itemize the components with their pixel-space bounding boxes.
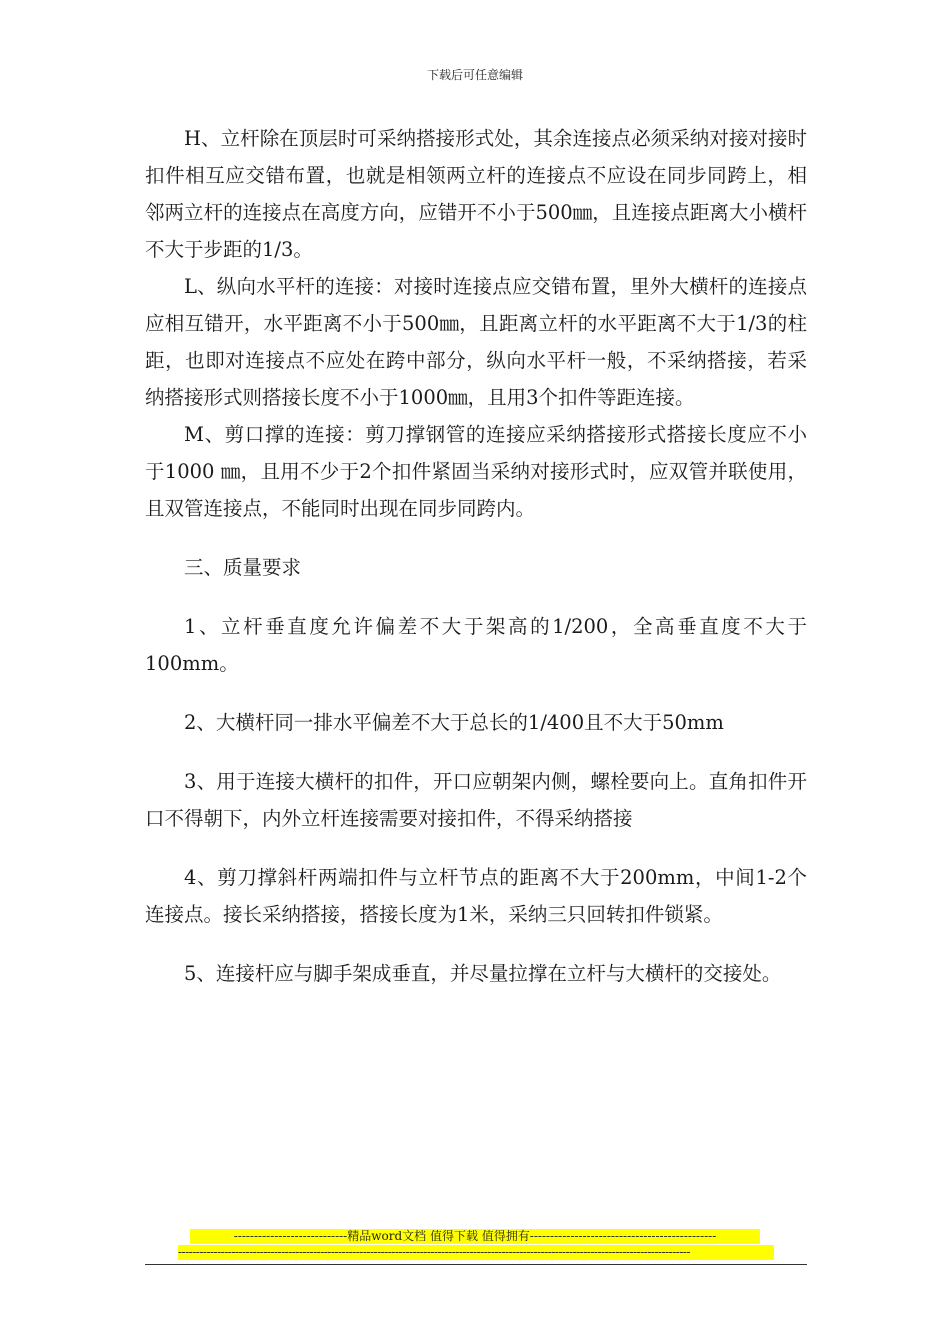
page-header: 下载后可任意编辑 <box>426 68 523 82</box>
requirement-2: 2、大横杆同一排水平偏差不大于总长的1/400且不大于50mm <box>184 711 724 734</box>
section-title: 三、质量要求 <box>184 556 302 579</box>
requirement-5: 5、连接杆应与脚手架成垂直，并尽量拉撑在立杆与大横杆的交接处。 <box>184 962 782 985</box>
requirement-3: 3、用于连接大横杆的扣件，开口应朝架内侧，螺栓要向上。直角扣件开口不得朝下，内外立杆连接需要对接扣件，不得采纳搭接 <box>145 770 807 830</box>
requirement-4: 4、剪刀撑斜杆两端扣件与立杆节点的距离不大于200mm，中间1-2个连接点。接长采纳搭接，搭接长度为1米，采纳三只回转扣件锁紧。 <box>145 866 807 926</box>
footer-banner: ----------------------------精品word文档 值得下载 值得拥有---------------------------------------------- <box>190 1229 760 1244</box>
footer-divider <box>145 1264 807 1265</box>
requirement-1: 1、立杆垂直度允许偏差不大于架高的1/200，全高垂直度不大于100mm。 <box>145 615 807 675</box>
footer-dash-line: ------------------------------------------------------------------------------------------------------------------------------------------------ <box>178 1245 774 1260</box>
paragraph-m: M、剪口撑的连接：剪刀撑钢管的连接应采纳搭接形式搭接长度应不小于1000 ㎜，且用不少于2个扣件紧固当采纳对接形式时，应双管并联使用，且双管连接点，不能同时出现在同步同跨内。 <box>145 423 807 520</box>
paragraph-l: L、纵向水平杆的连接：对接时连接点应交错布置，里外大横杆的连接点应相互错开，水平距离不小于500㎜，且距离立杆的水平距离不大于1/3的柱距，也即对连接点不应处在跨中部分，纵向水平杆一般，不采纳搭接，若采纳搭接形式则搭接长度不小于1000㎜，且用3个扣件等距连接。 <box>145 275 807 409</box>
document-body <box>145 120 807 992</box>
paragraph-h: H、立杆除在顶层时可采纳搭接形式处，其余连接点必须采纳对接对接时扣件相互应交错布置，也就是相领两立杆的连接点不应设在同步同跨上，相邻两立杆的连接点在高度方向，应错开不小于500㎜，且连接点距离大小横杆不大于步距的1/3。 <box>145 127 807 261</box>
